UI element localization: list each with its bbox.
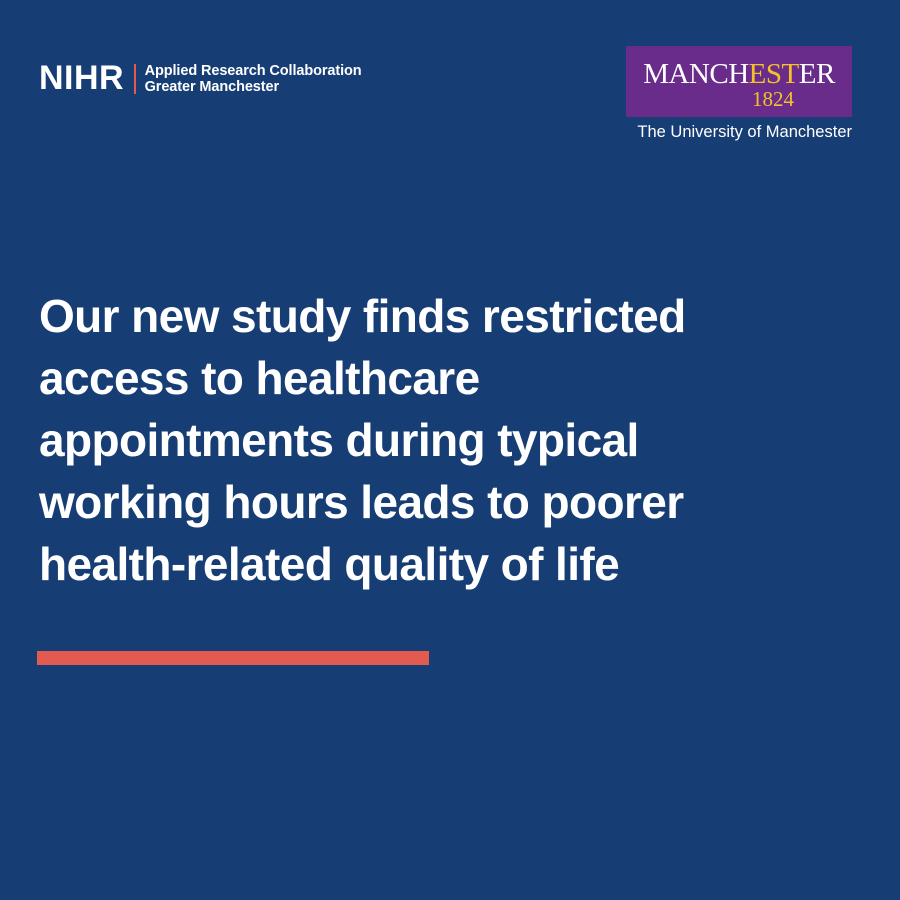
manchester-wordmark-prefix: MANCH	[643, 58, 749, 90]
nihr-org-line-2: Greater Manchester	[144, 78, 280, 95]
manchester-wordmark	[626, 59, 852, 89]
headline-line-3: appointments during typical	[39, 414, 639, 466]
manchester-wordmark-highlight: EST	[748, 58, 799, 90]
headline	[39, 285, 799, 595]
manchester-wordmark-suffix: ER	[798, 58, 835, 90]
accent-underline-bar	[37, 651, 429, 665]
headline-line-2: access to healthcare	[39, 352, 480, 404]
nihr-org-name	[145, 63, 362, 95]
university-of-manchester-logo	[626, 46, 852, 141]
university-caption: The University of Manchester	[637, 123, 852, 141]
manchester-crest-box	[626, 46, 852, 117]
manchester-founding-year: 1824	[752, 87, 794, 111]
nihr-org-line-1: Applied Research Collaboration	[144, 62, 362, 79]
nihr-logo	[39, 59, 362, 97]
nihr-wordmark: NIHR	[39, 59, 125, 97]
headline-line-5: health-related quality of life	[39, 538, 620, 590]
headline-line-4: working hours leads to poorer	[39, 476, 684, 528]
headline-line-1: Our new study finds restricted	[39, 290, 686, 342]
nihr-divider	[134, 64, 136, 94]
